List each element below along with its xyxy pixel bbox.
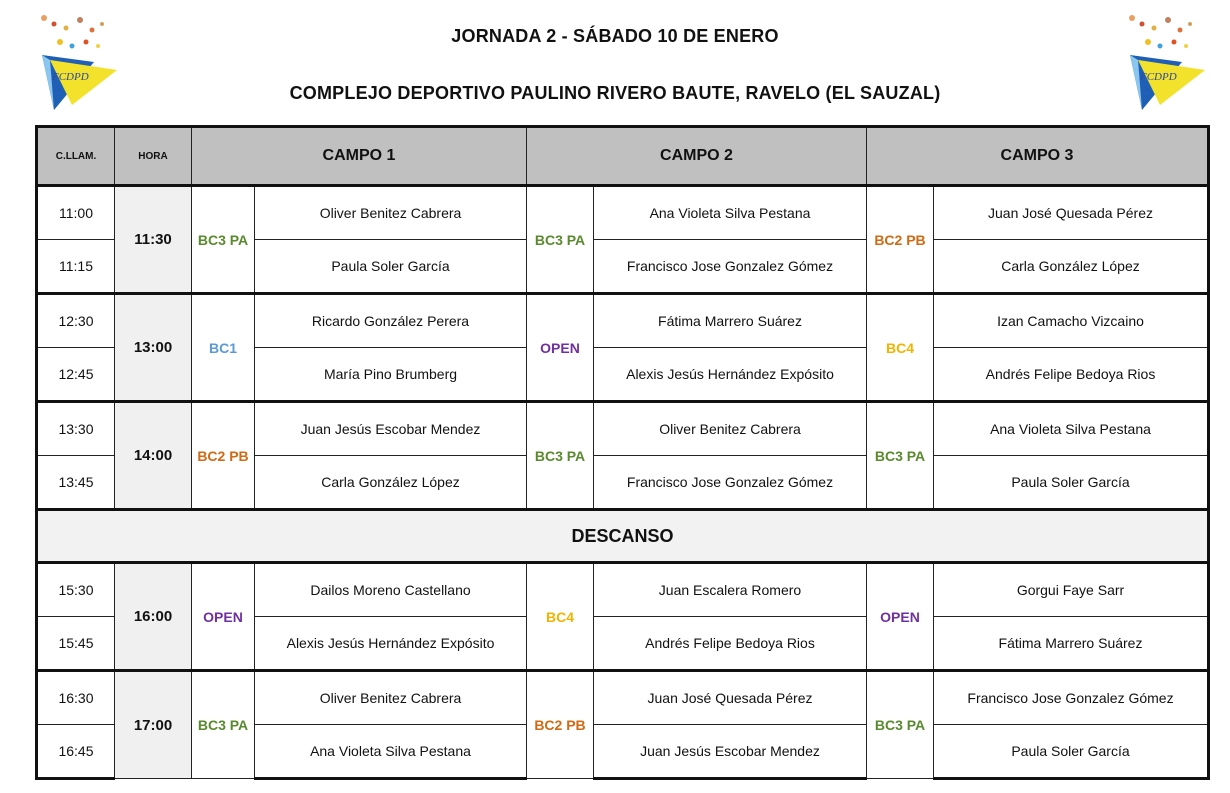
category-badge: OPEN [192, 563, 255, 671]
player-name: Fátima Marrero Suárez [594, 294, 867, 348]
player-name: Paula Soler García [934, 456, 1209, 510]
player-name: Alexis Jesús Hernández Expósito [594, 348, 867, 402]
call-time: 13:45 [37, 456, 115, 510]
player-name: María Pino Brumberg [255, 348, 527, 402]
call-time: 15:45 [37, 617, 115, 671]
descanso-label: DESCANSO [37, 510, 1209, 563]
category-badge: BC2 PB [867, 186, 934, 294]
col-header-hora: HORA [115, 127, 192, 186]
col-header-campo3: CAMPO 3 [867, 127, 1209, 186]
category-badge: BC4 [867, 294, 934, 402]
schedule-row [37, 186, 1209, 240]
player-name: Paula Soler García [934, 725, 1209, 779]
fcdpd-logo-icon [1120, 10, 1210, 120]
schedule-row [37, 563, 1209, 617]
call-time: 16:30 [37, 671, 115, 725]
player-name: Izan Camacho Vizcaino [934, 294, 1209, 348]
player-name: Francisco Jose Gonzalez Gómez [594, 456, 867, 510]
player-name: Juan José Quesada Pérez [594, 671, 867, 725]
player-name: Juan Jesús Escobar Mendez [594, 725, 867, 779]
player-name: Ana Violeta Silva Pestana [255, 725, 527, 779]
match-time: 13:00 [115, 294, 192, 402]
player-name: Paula Soler García [255, 240, 527, 294]
schedule-table [35, 125, 1210, 780]
call-time: 11:15 [37, 240, 115, 294]
match-time: 11:30 [115, 186, 192, 294]
player-name: Ricardo González Perera [255, 294, 527, 348]
match-time: 17:00 [115, 671, 192, 779]
player-name: Juan José Quesada Pérez [934, 186, 1209, 240]
player-name: Dailos Moreno Castellano [255, 563, 527, 617]
category-badge: BC3 PA [527, 402, 594, 510]
player-name: Francisco Jose Gonzalez Gómez [594, 240, 867, 294]
category-badge: BC1 [192, 294, 255, 402]
call-time: 12:30 [37, 294, 115, 348]
category-badge: OPEN [867, 563, 934, 671]
player-name: Gorgui Faye Sarr [934, 563, 1209, 617]
call-time: 16:45 [37, 725, 115, 779]
venue-title: COMPLEJO DEPORTIVO PAULINO RIVERO BAUTE, RAVELO (EL SAUZAL) [289, 83, 941, 103]
player-name: Oliver Benitez Cabrera [594, 402, 867, 456]
player-name: Andrés Felipe Bedoya Rios [934, 348, 1209, 402]
category-badge: BC2 PB [192, 402, 255, 510]
player-name: Ana Violeta Silva Pestana [934, 402, 1209, 456]
category-badge: BC3 PA [192, 671, 255, 779]
player-name: Oliver Benitez Cabrera [255, 186, 527, 240]
col-header-call: C.LLAM. [37, 127, 115, 186]
svg-text:FCDPD: FCDPD [1140, 71, 1177, 83]
schedule-row [37, 294, 1209, 348]
category-badge: BC3 PA [192, 186, 255, 294]
match-time: 16:00 [115, 563, 192, 671]
player-name: Juan Jesús Escobar Mendez [255, 402, 527, 456]
player-name: Carla González López [934, 240, 1209, 294]
schedule-row [37, 402, 1209, 456]
category-badge: BC3 PA [527, 186, 594, 294]
call-time: 11:00 [37, 186, 115, 240]
svg-text:FCDPD: FCDPD [52, 71, 89, 83]
player-name: Oliver Benitez Cabrera [255, 671, 527, 725]
category-badge: BC4 [527, 563, 594, 671]
call-time: 13:30 [37, 402, 115, 456]
match-time: 14:00 [115, 402, 192, 510]
player-name: Alexis Jesús Hernández Expósito [255, 617, 527, 671]
fcdpd-logo-icon [32, 10, 122, 120]
col-header-campo1: CAMPO 1 [192, 127, 527, 186]
call-time: 12:45 [37, 348, 115, 402]
category-badge: BC2 PB [527, 671, 594, 779]
player-name: Juan Escalera Romero [594, 563, 867, 617]
category-badge: BC3 PA [867, 671, 934, 779]
player-name: Francisco Jose Gonzalez Gómez [934, 671, 1209, 725]
schedule-row [37, 671, 1209, 725]
col-header-campo2: CAMPO 2 [527, 127, 867, 186]
category-badge: BC3 PA [867, 402, 934, 510]
descanso-row [37, 510, 1209, 563]
player-name: Ana Violeta Silva Pestana [594, 186, 867, 240]
header-row [37, 127, 1209, 186]
page-title: JORNADA 2 - SÁBADO 10 DE ENERO [451, 26, 779, 46]
category-badge: OPEN [527, 294, 594, 402]
player-name: Fátima Marrero Suárez [934, 617, 1209, 671]
player-name: Andrés Felipe Bedoya Rios [594, 617, 867, 671]
call-time: 15:30 [37, 563, 115, 617]
player-name: Carla González López [255, 456, 527, 510]
